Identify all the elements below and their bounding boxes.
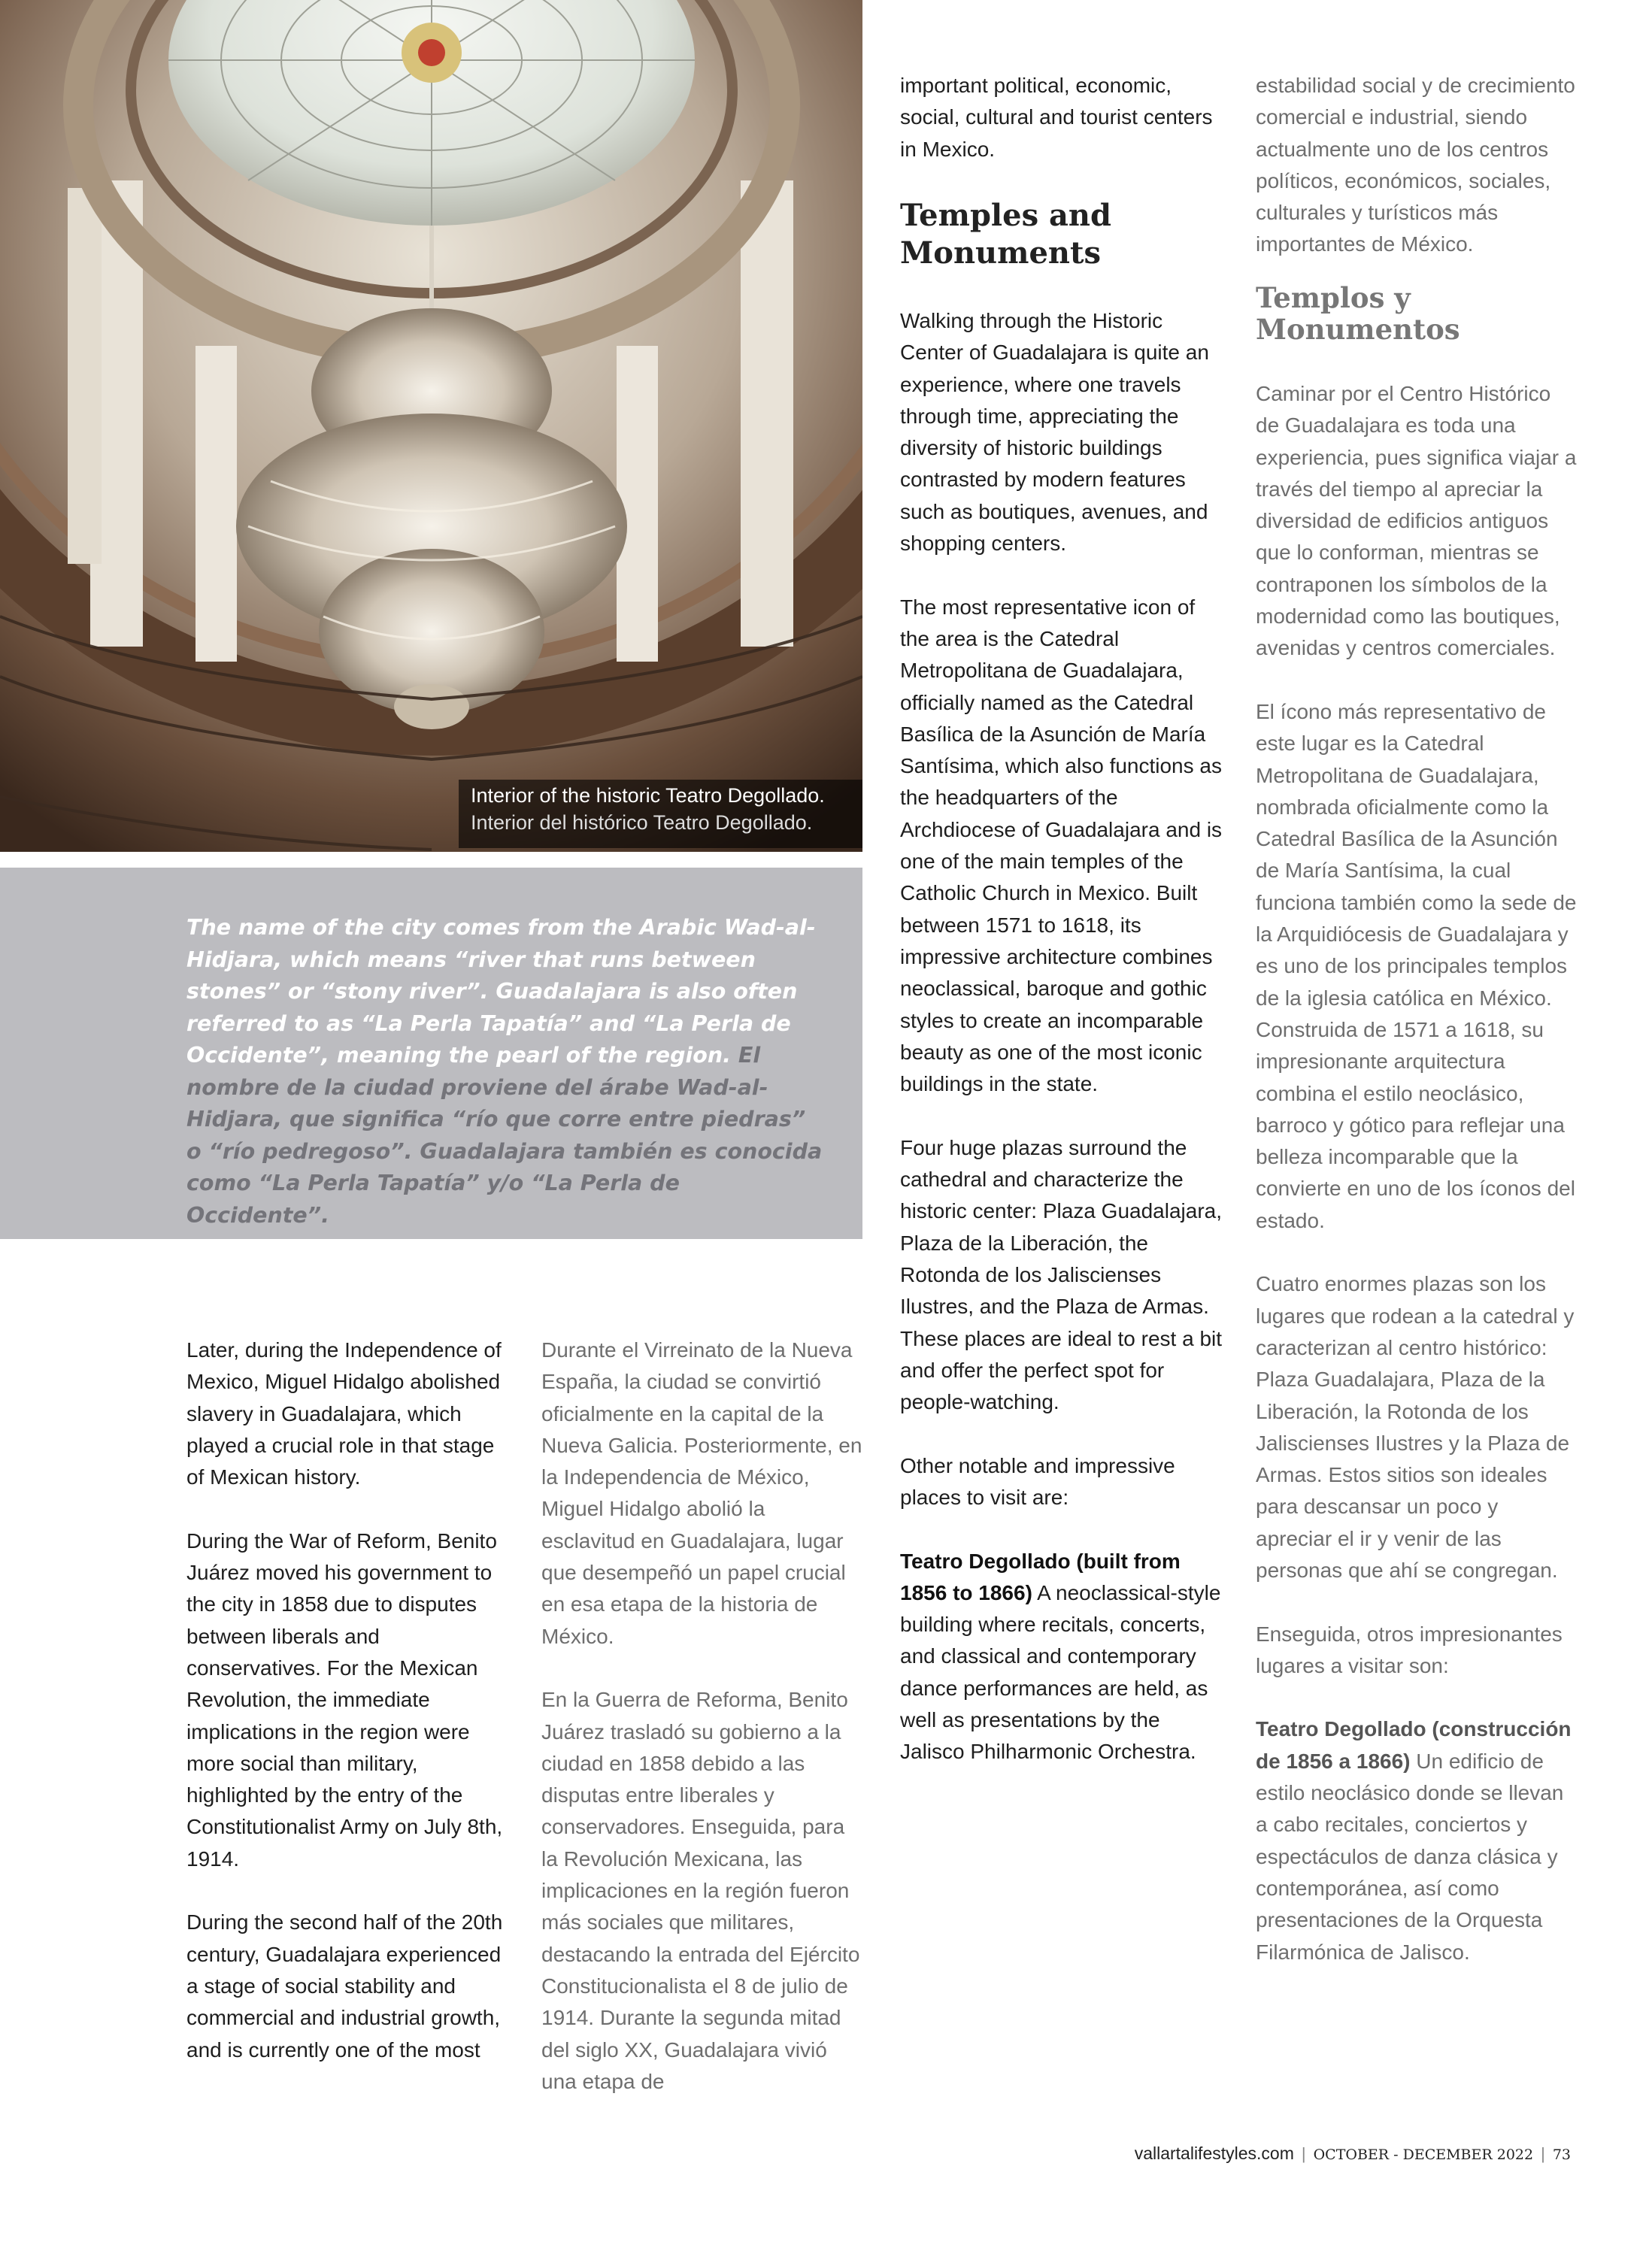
footer-website: vallartalifestyles.com	[1134, 2143, 1294, 2163]
temples-paragraph-en-1: Walking through the Historic Center of Guadalajara is quite an experience, where one travels through time, appreciating the diversity of historic buildings contrasted by modern features such as boutiques, avenues, and shopping centers.	[900, 309, 1209, 556]
history-paragraph-es-2: En la Guerra de Reforma, Benito Juárez trasladó su gobierno a la ciudad en 1858 debido a las disputas entre liberales y conservadores. Enseguida, para la Revolución Mexicana, las implicaciones en la región fueron más sociales que militares, destacando la entrada del Ejército Constitucionalista el 8 de julio de 1914. Durante la segunda mitad del siglo XX, Guadalajara vivió una etapa de	[541, 1688, 860, 2093]
temples-paragraph-es-3: Cuatro enormes plazas son los lugares que rodean a la catedral y caracterizan al centro histórico: Plaza Guadalajara, Plaza de la Liberación, la Rotonda de los Jaliscienses Ilustres y la Plaza de Armas. Estos sitios son ideales para descansar un poco y apreciar el ir y venir de las personas que ahí se congregan.	[1256, 1272, 1575, 1582]
teatro-degollado-title-es: Teatro Degollado (construcción de 1856 a 1866)	[1256, 1717, 1572, 1773]
teatro-degollado-photo	[0, 0, 862, 852]
temples-paragraph-es-4: Enseguida, otros impresionantes lugares a visitar son:	[1256, 1622, 1563, 1677]
history-paragraph-en-2: During the War of Reform, Benito Juárez moved his government to the city in 1858 due to disputes between liberals and conservatives. For the Mexican Revolution, the immediate implications in the region were more social than military, highlighted by the entry of the Constitutionalist Army on July 8th, 1914.	[186, 1528, 503, 1871]
photo-caption-english: Interior of the historic Teatro Degollado.	[471, 784, 825, 807]
pull-quote-english: The name of the city comes from the Arabic Wad-al-Hidjara, which means “river that runs between stones” or “stony river”. Guadalajara is also often referred to as “La Perla Tapatía” and “La Perla de Occidente”, meaning the pearl of the region.	[186, 915, 816, 1068]
temples-paragraph-es-1: Caminar por el Centro Histórico de Guadalajara es toda una experiencia, pues significa viajar a través del tiempo al apreciar la diversidad de edificios antiguos que lo conforman, mientras se contraponen los símbolos de la modernidad como las boutiques, avenidas y centros comerciales.	[1256, 382, 1577, 660]
footer-issue-date: OCTOBER - DECEMBER 2022	[1313, 2146, 1534, 2163]
page-footer	[1135, 2143, 1571, 2164]
pull-quote	[186, 912, 826, 1232]
temples-paragraph-en-4: Other notable and impressive places to visit are:	[900, 1453, 1175, 1509]
teatro-degollado-text-es: Un edificio de estilo neoclásico donde se llevan a cabo recitales, conciertos y espectáculos de danza clásica y contemporánea, así como presentaciones de la Orquesta Filarmónica de Jalisco.	[1256, 1749, 1564, 1964]
continued-paragraph-es: estabilidad social y de crecimiento comercial e industrial, siendo actualmente uno de los centros políticos, económicos, sociales, culturales y turísticos más importantes de México.	[1256, 74, 1575, 256]
right-spanish-column	[1256, 378, 1579, 1968]
bottom-left-english-column	[186, 1335, 517, 2066]
page-number: 73	[1552, 2146, 1571, 2163]
temples-paragraph-en-2: The most representative icon of the area is the Catedral Metropolitana de Guadalajara, officially named as the Catedral Basílica de la Asunción de María Santísima, which also functions as the headquarters of the Archdiocese of Guadalajara and is one of the main temples of the Catholic Church in Mexico. Built between 1571 to 1618, its impressive architecture combines neoclassical, baroque and gothic styles to create an incomparable beauty as one of the most iconic buildings in the state.	[900, 595, 1223, 1096]
temples-monuments-heading-es: Templos y Monumentos	[1256, 281, 1460, 346]
footer-separator-1: |	[1301, 2144, 1306, 2163]
teatro-degollado-title-en: Teatro Degollado (built from 1856 to 1866)	[900, 1549, 1181, 1604]
history-paragraph-en-3: During the second half of the 20th century, Guadalajara experienced a stage of social stability and commercial and industrial growth, and is currently one of the most	[186, 1910, 503, 2062]
pull-quote-spanish: El nombre de la ciudad proviene del árabe Wad-al-Hidjara, que significa “río que corre entre piedras” o “río pedregoso”. Guadalajara también es conocida como “La Perla Tapatía” y/o “La Perla de Occidente”.	[186, 1043, 823, 1228]
teatro-degollado-paragraph-en	[900, 1546, 1223, 1768]
right-english-column-continued	[900, 70, 1223, 165]
right-english-column	[900, 305, 1223, 1768]
right-spanish-column-continued	[1256, 70, 1579, 261]
photo-caption-spanish: Interior del histórico Teatro Degollado.	[471, 811, 813, 834]
temples-monuments-heading-en: Temples and Monuments	[900, 198, 1111, 271]
temples-paragraph-es-2: El ícono más representativo de este lugar es la Catedral Metropolitana de Guadalajara, nombrada oficialmente como la Catedral Basílica de la Asunción de María Santísima, la cual funciona también como la sede de la Arquidiócesis de Guadalajara y es uno de los principales templos de la iglesia católica en México. Construida de 1571 a 1618, su impresionante arquitectura combina el estilo neoclásico, barroco y gótico para reflejar una belleza incomparable que la convierte en uno de los íconos del estado.	[1256, 699, 1577, 1232]
temples-paragraph-en-3: Four huge plazas surround the cathedral and characterize the historic center: Plaza Guadalajara, Plaza de la Liberación, the Rotonda de los Jaliscienses Ilustres, and the Plaza de Armas. These places are ideal to rest a bit and offer the perfect spot for people-watching.	[900, 1135, 1223, 1414]
bottom-left-spanish-column	[541, 1335, 863, 2098]
dome-chandelier-illustration	[0, 0, 862, 852]
teatro-degollado-paragraph-es	[1256, 1713, 1579, 1968]
footer-separator-2: |	[1541, 2144, 1545, 2163]
teatro-degollado-text-en: A neoclassical-style building where recitals, concerts, and classical and contemporary dance performances are held, as well as presentations by the Jalisco Philharmonic Orchestra.	[900, 1580, 1221, 1764]
history-paragraph-en-1: Later, during the Independence of Mexico, Miguel Hidalgo abolished slavery in Guadalajara, which played a crucial role in that stage of Mexican history.	[186, 1338, 502, 1489]
history-paragraph-es-1: Durante el Virreinato de la Nueva España, la ciudad se convirtió oficialmente en la capital de la Nueva Galicia. Posteriormente, en la Independencia de México, Miguel Hidalgo abolió la esclavitud en Guadalajara, lugar que desempeñó un papel crucial en esa etapa de la historia de México.	[541, 1338, 862, 1648]
continued-paragraph-en: important political, economic, social, cultural and tourist centers in Mexico.	[900, 74, 1213, 161]
